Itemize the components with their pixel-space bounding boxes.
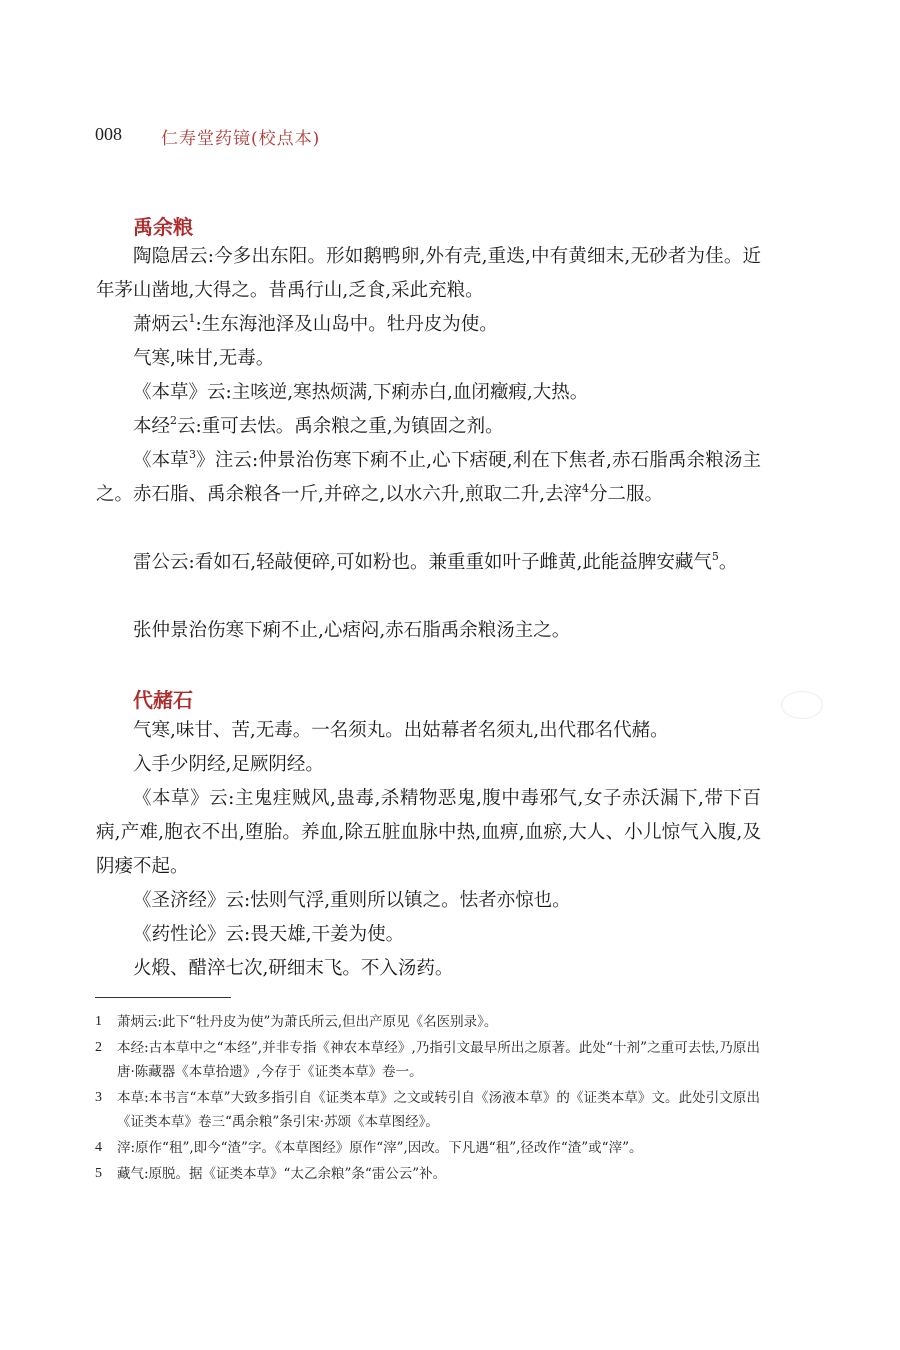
paragraph: 《本草》云:主咳逆,寒热烦满,下痢赤白,血闭癥瘕,大热。 bbox=[133, 382, 589, 403]
paragraph: 火煅、醋淬七次,研细末飞。不入汤药。 bbox=[133, 958, 454, 979]
faint-stamp-mark bbox=[781, 691, 823, 719]
footnote-text: 本草:本书言“本草”大致多指引自《证类本草》之文或转引自《汤液本草》的《证类本草》文。此处引文原出《证类本草》卷三“禹余粮”条引宋·苏颂《本草图经》。 bbox=[117, 1090, 760, 1130]
footnote-number: 2 bbox=[95, 1040, 102, 1055]
paragraph: 雷公云:看如石,轻敲便碎,可如粉也。兼重重如叶子雌黄,此能益脾安藏气$^5$。 bbox=[133, 550, 738, 573]
footnote-text: 萧炳云:此下“牡丹皮为使”为萧氏所云,但出产原见《名医别录》。 bbox=[117, 1014, 498, 1030]
paragraph: 本经$^2$云:重可去怯。禹余粮之重,为镇固之剂。 bbox=[133, 414, 504, 437]
footnote-text: 本经:古本草中之“本经”,并非专指《神农本草经》,乃指引文最早所出之原著。此处“十剂”之重可去怯,乃原出唐·陈藏器《本草拾遗》,今存于《证类本草》卷一。 bbox=[117, 1040, 760, 1080]
footnote-ref: 5 bbox=[711, 550, 719, 563]
footnote-number: 4 bbox=[95, 1140, 102, 1155]
paragraph: 张仲景治伤寒下痢不止,心痞闷,赤石脂禹余粮汤主之。 bbox=[133, 620, 571, 641]
footnote-text: 藏气:原脱。据《证类本草》“太乙余粮”条“雷公云”补。 bbox=[117, 1166, 447, 1182]
footnote-divider bbox=[95, 997, 231, 998]
book-title: 仁寿堂药镜(校点本) bbox=[161, 129, 321, 149]
section-heading: 代赭石 bbox=[133, 688, 193, 712]
footnote-ref: 1 bbox=[188, 312, 196, 325]
paragraph: 气寒,味甘、苦,无毒。一名须丸。出姑幕者名须丸,出代郡名代赭。 bbox=[133, 720, 669, 741]
paragraph: 《本草》云:主鬼疰贼风,蛊毒,杀精物恶鬼,腹中毒邪气,女子赤沃漏下,带下百病,产难,胞衣不出,堕胎。养血,除五脏血脉中热,血痹,血瘀,大人、小儿惊气入腹,及阴痿不起。 bbox=[96, 788, 761, 877]
paragraph: 入手少阴经,足厥阴经。 bbox=[133, 754, 324, 775]
paragraph: 《药性论》云:畏天雄,干姜为使。 bbox=[133, 924, 405, 945]
footnote-number: 3 bbox=[95, 1090, 102, 1105]
paragraph: 气寒,味甘,无毒。 bbox=[133, 348, 275, 369]
footnote-number: 5 bbox=[95, 1166, 102, 1181]
footnote-item bbox=[95, 1036, 760, 1084]
paragraph: 《圣济经》云:怯则气浮,重则所以镇之。怯者亦惊也。 bbox=[133, 890, 571, 911]
footnote-item bbox=[95, 1136, 760, 1160]
footnote-item bbox=[95, 1086, 760, 1134]
footnote-number: 1 bbox=[95, 1014, 102, 1029]
footnote-ref: 3 bbox=[188, 448, 196, 461]
footnote-item bbox=[95, 1010, 760, 1034]
footnote-ref: 4 bbox=[582, 482, 590, 495]
paragraph: 萧炳云$^1$:生东海池泽及山岛中。牡丹皮为使。 bbox=[133, 312, 498, 335]
paragraph: 陶隐居云:今多出东阳。形如鹅鸭卵,外有壳,重迭,中有黄细末,无砂者为佳。近年茅山凿地,大得之。昔禹行山,乏食,采此充粮。 bbox=[96, 246, 761, 301]
footnote-ref: 2 bbox=[170, 414, 178, 427]
footnote-item bbox=[95, 1162, 760, 1186]
footnote-text: 滓:原作“租”,即今“渣”字。《本草图经》原作“滓”,因改。下凡遇“租”,径改作“渣”或“滓”。 bbox=[117, 1140, 643, 1156]
footnotes bbox=[95, 1010, 760, 1188]
section-heading: 禹余粮 bbox=[133, 215, 193, 239]
paragraph: 《本草$^3$》注云:仲景治伤寒下痢不止,心下痞硬,利在下焦者,赤石脂禹余粮汤主之。赤石脂、禹余粮各一斤,并碎之,以水六升,煎取二升,去滓$^4$分二服。 bbox=[96, 448, 761, 505]
page-number: 008 bbox=[95, 124, 122, 144]
